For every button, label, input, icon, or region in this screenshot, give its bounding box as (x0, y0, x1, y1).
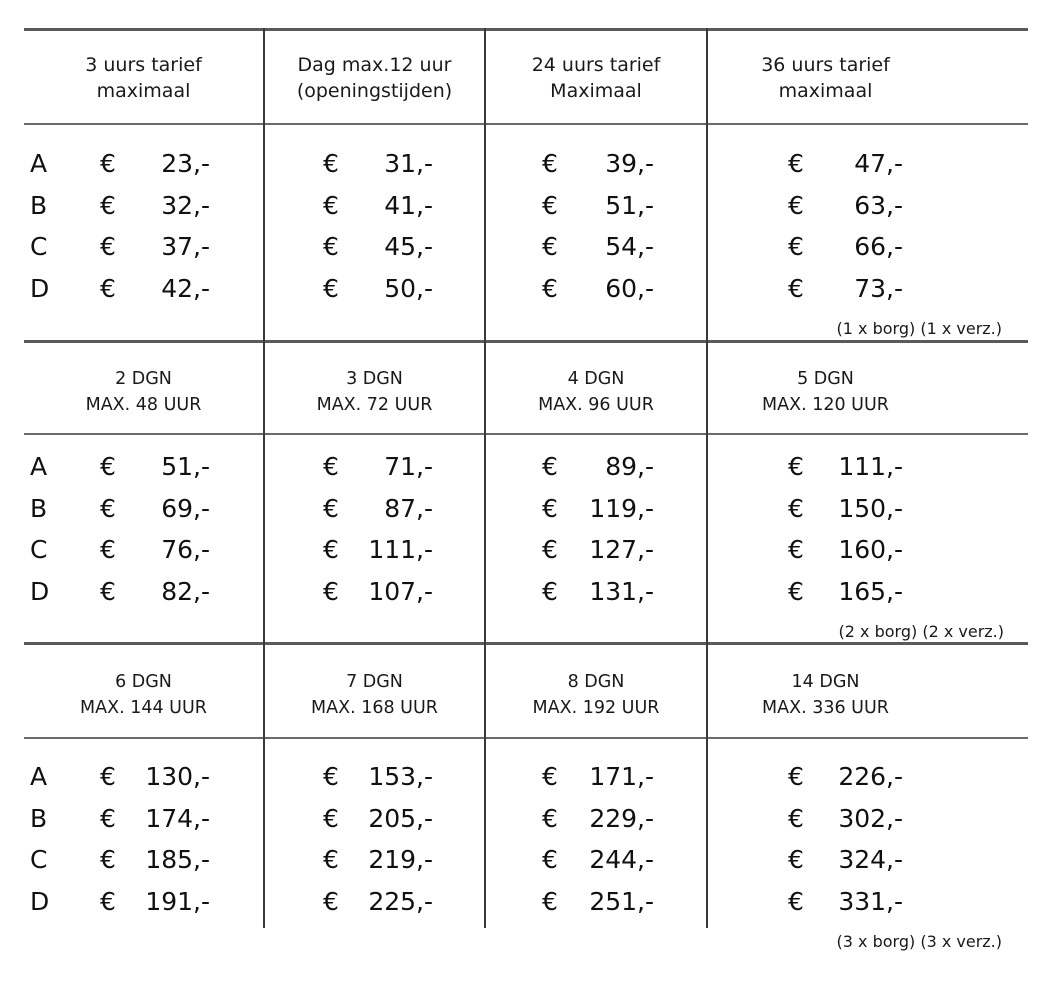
row-label-d: D (30, 273, 50, 303)
price-cell: € 71,- (323, 452, 433, 481)
price-cell: € 131,- (542, 576, 654, 606)
price-cell: € 185,- (100, 845, 210, 874)
price-cell: € 251,- (542, 886, 654, 916)
deposit-note-2: (2 x borg) (2 x verz.) (838, 622, 1004, 641)
header-4-dgn: 4 DGN MAX. 96 UUR (538, 369, 654, 415)
row-label-b: B (30, 190, 48, 220)
header-6-dgn: 6 DGN MAX. 144 UUR (80, 672, 207, 718)
price-cell: € 225,- (323, 886, 433, 916)
row-label-a: A (30, 452, 48, 481)
prices-3-uurs (100, 143, 210, 309)
row-label-c: C (30, 232, 48, 261)
deposit-note-1: (1 x borg) (1 x verz.) (836, 319, 1002, 338)
rule-block-2 (24, 642, 1028, 645)
header-5-dgn: 5 DGN MAX. 120 UUR (762, 369, 889, 415)
price-cell: € 87,- (323, 493, 433, 523)
price-cell: € 130,- (100, 762, 210, 791)
price-cell: € 89,- (542, 452, 654, 481)
row-labels-block-1 (30, 143, 49, 309)
rule-header-1 (24, 123, 1028, 125)
prices-2-dgn (100, 446, 210, 612)
price-cell: € 51,- (100, 452, 210, 481)
price-cell: € 191,- (100, 886, 210, 916)
row-label-c: C (30, 845, 48, 874)
header-dag-max: Dag max.12 uur (openingstijden) (296, 54, 453, 102)
price-cell: € 205,- (323, 803, 433, 833)
price-cell: € 160,- (788, 535, 903, 564)
price-cell: € 331,- (788, 886, 903, 916)
price-cell: € 111,- (323, 535, 433, 564)
price-cell: € 119,- (542, 493, 654, 523)
price-cell: € 41,- (323, 190, 433, 220)
row-label-b: B (30, 493, 48, 523)
price-cell: € 302,- (788, 803, 903, 833)
header-36-uurs: 36 uurs tarief maximaal (761, 54, 890, 102)
header-3-dgn: 3 DGN MAX. 72 UUR (316, 369, 433, 415)
deposit-note-3: (3 x borg) (3 x verz.) (836, 932, 1002, 951)
price-cell: € 23,- (100, 149, 210, 178)
price-cell: € 69,- (100, 493, 210, 523)
price-cell: € 229,- (542, 803, 654, 833)
header-2-dgn: 2 DGN MAX. 48 UUR (85, 369, 202, 415)
header-24-uurs: 24 uurs tarief Maximaal (531, 54, 661, 102)
prices-3-dgn (323, 446, 433, 612)
row-label-b: B (30, 803, 48, 833)
price-cell: € 244,- (542, 845, 654, 874)
price-cell: € 50,- (323, 273, 433, 303)
price-cell: € 165,- (788, 576, 903, 606)
price-cell: € 73,- (788, 273, 903, 303)
prices-24-uurs (542, 143, 654, 309)
rule-block-1 (24, 340, 1028, 343)
prices-5-dgn (788, 446, 903, 612)
prices-36-uurs (788, 143, 903, 309)
price-cell: € 107,- (323, 576, 433, 606)
price-cell: € 51,- (542, 190, 654, 220)
row-label-a: A (30, 149, 48, 178)
header-7-dgn: 7 DGN MAX. 168 UUR (311, 672, 438, 718)
prices-4-dgn (542, 446, 654, 612)
price-cell: € 226,- (788, 762, 903, 791)
price-cell: € 324,- (788, 845, 903, 874)
price-cell: € 54,- (542, 232, 654, 261)
price-cell: € 127,- (542, 535, 654, 564)
price-cell: € 32,- (100, 190, 210, 220)
price-cell: € 171,- (542, 762, 654, 791)
price-cell: € 31,- (323, 149, 433, 178)
price-cell: € 150,- (788, 493, 903, 523)
price-cell: € 47,- (788, 149, 903, 178)
price-cell: € 37,- (100, 232, 210, 261)
prices-14-dgn (788, 756, 903, 922)
price-cell: € 153,- (323, 762, 433, 791)
divider-col-2 (484, 28, 486, 928)
prices-dag-max (323, 143, 433, 309)
row-label-d: D (30, 576, 50, 606)
row-label-a: A (30, 762, 48, 791)
prices-6-dgn (100, 756, 210, 922)
header-8-dgn: 8 DGN MAX. 192 UUR (532, 672, 660, 718)
price-cell: € 63,- (788, 190, 903, 220)
row-label-c: C (30, 535, 48, 564)
row-labels-block-2 (30, 446, 49, 612)
prices-7-dgn (323, 756, 433, 922)
price-cell: € 66,- (788, 232, 903, 261)
header-14-dgn: 14 DGN MAX. 336 UUR (762, 672, 889, 718)
price-cell: € 174,- (100, 803, 210, 833)
row-label-d: D (30, 886, 50, 916)
divider-col-3 (706, 28, 708, 928)
price-cell: € 82,- (100, 576, 210, 606)
price-cell: € 111,- (788, 452, 903, 481)
divider-col-1 (263, 28, 265, 928)
rule-header-2 (24, 433, 1028, 435)
price-cell: € 45,- (323, 232, 433, 261)
rule-top (24, 28, 1028, 31)
price-cell: € 76,- (100, 535, 210, 564)
prices-8-dgn (542, 756, 654, 922)
price-cell: € 39,- (542, 149, 654, 178)
price-cell: € 219,- (323, 845, 433, 874)
price-cell: € 42,- (100, 273, 210, 303)
header-3-uurs: 3 uurs tarief maximaal (85, 54, 202, 102)
price-cell: € 60,- (542, 273, 654, 303)
rule-header-3 (24, 737, 1028, 739)
row-labels-block-3 (30, 756, 49, 922)
